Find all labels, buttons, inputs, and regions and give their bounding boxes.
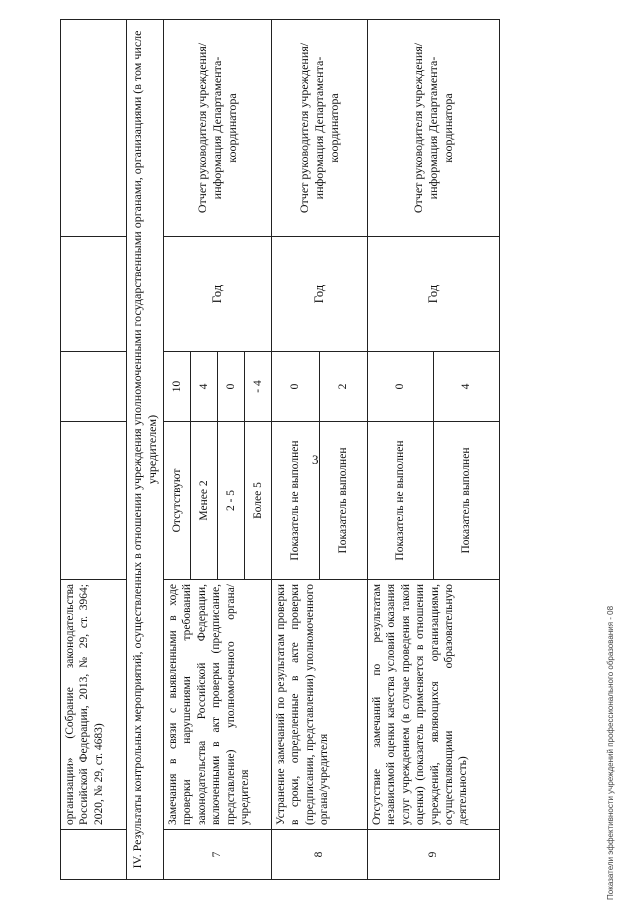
- condition-points: 0: [272, 352, 320, 422]
- condition-label: Показатель не выполнен: [272, 422, 320, 580]
- indicator-name: Замечания в связи с выявленными в ходе проверки нарушениями требований законодательства Российской Федерации, включенными в акт проверки (предписание, представление) уполномоченного органа/учредителя: [164, 580, 272, 830]
- condition-points: 4: [434, 352, 500, 422]
- condition-points: 0: [368, 352, 434, 422]
- row-number: 8: [272, 830, 368, 880]
- continuation-cond-cell: [61, 422, 127, 580]
- table-row: [164, 20, 191, 880]
- page-number: 3: [312, 452, 319, 467]
- table-sheet: [60, 20, 610, 900]
- source-cell: Отчет руководителя учреждения/информация Департамента-координатора: [368, 20, 500, 237]
- condition-points: 0: [218, 352, 245, 422]
- table-row: [368, 20, 434, 880]
- period-cell: Год: [368, 237, 500, 352]
- continuation-pts-cell: [61, 352, 127, 422]
- row-number: 7: [164, 830, 272, 880]
- condition-label: 2 - 5: [218, 422, 245, 580]
- source-cell: Отчет руководителя учреждения/информация Департамента-координатора: [164, 20, 272, 237]
- rotated-table-wrapper: [60, 20, 590, 880]
- section-title: IV. Результаты контрольных мероприятий, осуществленных в отношении учреждения уполномоченными государственными органами, организациями (в том числе учредителем): [127, 20, 164, 880]
- indicator-name: Отсутствие замечаний по результатам независимой оценки качества условий оказания услуг учреждением (в случае проведения такой оценки) (показатель применяется в отношении учреждений, являющихся организациями, осуществляющими образовательную деятельность): [368, 580, 500, 830]
- page-footer: Показатели эффективности учреждений профессионального образования - 08: [606, 605, 615, 900]
- condition-label: Показатель не выполнен: [368, 422, 434, 580]
- continuation-source-cell: [61, 20, 127, 237]
- indicator-name: Устранение замечаний по результатам проверки в сроки, определенные в акте проверки (предписании, представлении) уполномоченного органа/учредителя: [272, 580, 368, 830]
- table-row: [272, 20, 320, 880]
- period-cell: Год: [272, 237, 368, 352]
- source-cell: Отчет руководителя учреждения/информация Департамента-координатора: [272, 20, 368, 237]
- condition-points: - 4: [245, 352, 272, 422]
- row-number: 9: [368, 830, 500, 880]
- condition-label: Показатель выполнен: [434, 422, 500, 580]
- condition-label: Отсутствуют: [164, 422, 191, 580]
- continuation-num-cell: [61, 830, 127, 880]
- condition-label: Показатель выполнен: [320, 422, 368, 580]
- table-row: [61, 20, 127, 880]
- indicators-table: [60, 19, 500, 880]
- continuation-text-cell: организации» (Собрание законодательства Российской Федерации, 2013, № 29, ст. 3964; 2020, № 29, ст. 4683): [61, 580, 127, 830]
- condition-points: 10: [164, 352, 191, 422]
- condition-label: Более 5: [245, 422, 272, 580]
- section-row: [127, 20, 164, 880]
- condition-points: 2: [320, 352, 368, 422]
- condition-label: Менее 2: [191, 422, 218, 580]
- continuation-period-cell: [61, 237, 127, 352]
- period-cell: Год: [164, 237, 272, 352]
- condition-points: 4: [191, 352, 218, 422]
